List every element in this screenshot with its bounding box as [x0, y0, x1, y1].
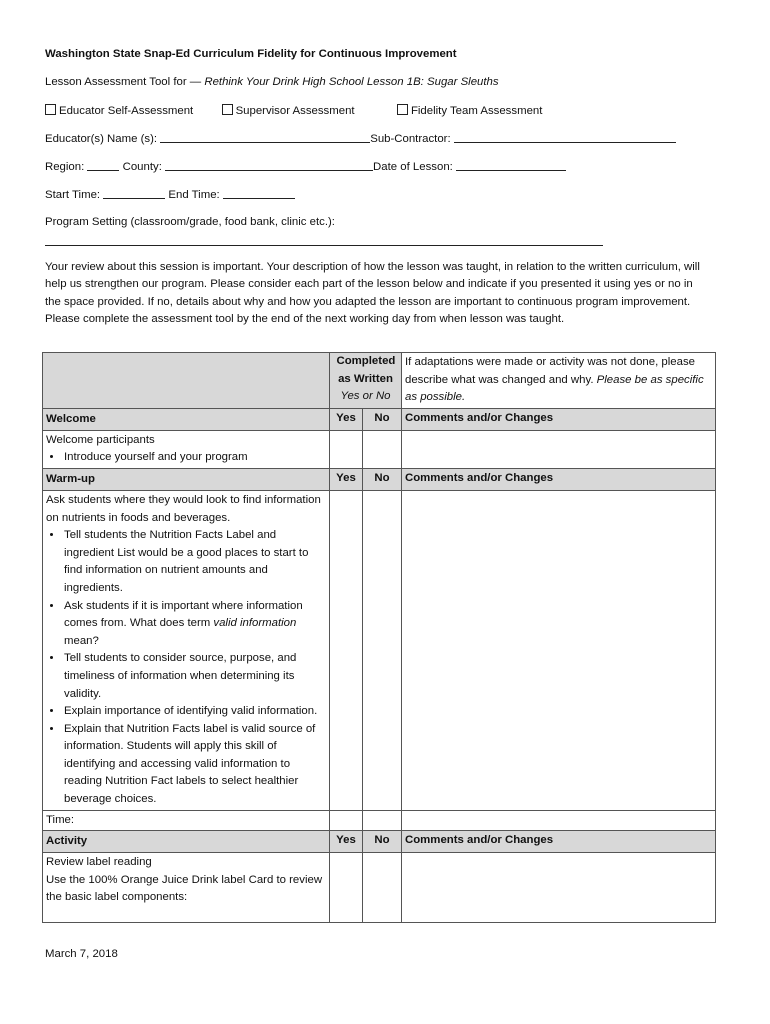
fidelity-team-assessment-option[interactable]: Fidelity Team Assessment — [397, 105, 542, 117]
educator-row — [45, 132, 676, 145]
warmup-bullet: • Tell students the Nutrition Facts Label and ingredient List would be a good places to start to find information on nutrient amounts and ingredients. — [63, 527, 326, 597]
warmup-bullet: • Tell students to consider source, purpose, and timeliness of information when determining its validity. — [63, 650, 326, 703]
lesson-line — [45, 76, 499, 88]
welcome-content — [43, 430, 330, 468]
date-of-lesson-field[interactable] — [456, 160, 566, 171]
welcome-title: Welcome — [43, 408, 330, 430]
comments-label: Comments and/or Changes — [402, 468, 716, 490]
time-row — [45, 188, 295, 201]
county-label: County: — [122, 161, 162, 173]
no-label: No — [363, 831, 402, 853]
welcome-intro: Welcome participants — [46, 433, 155, 446]
checkbox-icon[interactable] — [397, 104, 408, 115]
welcome-comments-cell[interactable] — [402, 430, 716, 468]
warmup-time-row — [43, 810, 716, 831]
activity-section-header — [43, 831, 716, 853]
region-row — [45, 160, 566, 173]
activity-line: Review label reading — [46, 856, 152, 869]
adaptation-header-cell — [402, 353, 716, 409]
checkbox-icon[interactable] — [222, 104, 233, 115]
warmup-time-comments-cell[interactable] — [402, 810, 716, 831]
welcome-yes-cell[interactable] — [330, 430, 363, 468]
no-label: No — [363, 408, 402, 430]
lesson-prefix: Lesson Assessment Tool for — — [45, 76, 205, 88]
educator-name-label: Educator(s) Name (s): — [45, 133, 158, 145]
no-label: No — [363, 468, 402, 490]
welcome-bullet: • Introduce yourself and your program — [63, 449, 326, 467]
comments-label: Comments and/or Changes — [402, 831, 716, 853]
subcontractor-label: Sub-Contractor: — [370, 133, 451, 145]
completed-header-cell — [330, 353, 402, 409]
welcome-no-cell[interactable] — [363, 430, 402, 468]
warmup-comments-cell[interactable] — [402, 490, 716, 810]
end-time-label: End Time: — [168, 189, 220, 201]
warmup-time-yes-cell[interactable] — [330, 810, 363, 831]
activity-content — [43, 853, 330, 923]
header-blank-cell — [43, 353, 330, 409]
welcome-section-header — [43, 408, 716, 430]
assessment-table — [42, 352, 716, 923]
activity-yes-cell[interactable] — [330, 853, 363, 923]
activity-row — [43, 853, 716, 923]
footer-date: March 7, 2018 — [45, 948, 118, 960]
activity-line: Use the 100% Orange Juice Drink label Card to review the basic label components: — [46, 873, 323, 904]
program-setting-field[interactable] — [45, 245, 603, 246]
yes-label: Yes — [330, 468, 363, 490]
completed-as-written-header: Completed as Written — [336, 355, 396, 385]
warmup-section-header — [43, 468, 716, 490]
subcontractor-field[interactable] — [454, 132, 676, 143]
warmup-bullet: • Ask students if it is important where information comes from. What does term valid information mean? — [63, 598, 326, 651]
lesson-name: Rethink Your Drink High School Lesson 1B: Sugar Sleuths — [204, 76, 499, 88]
checkbox-icon[interactable] — [45, 104, 56, 115]
educator-name-field[interactable] — [160, 132, 370, 143]
warmup-intro: Ask students where they would look to find information on nutrients in foods and beverages. — [46, 493, 321, 524]
yes-label: Yes — [330, 831, 363, 853]
supervisor-assessment-option[interactable]: Supervisor Assessment — [222, 105, 355, 117]
warmup-time-no-cell[interactable] — [363, 810, 402, 831]
yes-label: Yes — [330, 408, 363, 430]
end-time-field[interactable] — [223, 188, 295, 199]
assessment-type-row — [45, 104, 542, 117]
instructions-paragraph: Your review about this session is important. Your description of how the lesson was taught, in relation to the written curriculum, will help us strengthen our program. Please consider each part of the lesson below and indicate if you presented it using yes or no in the space provided. If no, details about why and how you adapted the lesson are important to continuous program improvement. Please complete the assessment tool by the end of the next working day from when lesson was taught. — [45, 261, 700, 326]
yes-or-no-hint: Yes or No — [340, 390, 391, 403]
region-field[interactable] — [87, 160, 119, 171]
program-setting-label: Program Setting (classroom/grade, food bank, clinic etc.): — [45, 216, 335, 228]
comments-label: Comments and/or Changes — [402, 408, 716, 430]
warmup-time-label: Time: — [43, 810, 330, 831]
warmup-no-cell[interactable] — [363, 490, 402, 810]
date-of-lesson-label: Date of Lesson: — [373, 161, 453, 173]
warmup-yes-cell[interactable] — [330, 490, 363, 810]
region-label: Region: — [45, 161, 85, 173]
adaptation-header: If adaptations were made or activity was not done, please describe what was changed and why. — [405, 356, 695, 386]
activity-no-cell[interactable] — [363, 853, 402, 923]
county-field[interactable] — [165, 160, 373, 171]
adaptation-note: Please be as specific as possible. — [405, 373, 704, 404]
start-time-field[interactable] — [103, 188, 165, 199]
table-header-row — [43, 353, 716, 409]
educator-self-assessment-option[interactable]: Educator Self-Assessment — [45, 105, 193, 117]
warmup-title: Warm-up — [43, 468, 330, 490]
warmup-bullet: • Explain that Nutrition Facts label is valid source of information. Students will apply this skill of identifying and accessing valid information to reading Nutrition Fact labels to select healthier beverage choices. — [63, 721, 326, 809]
activity-comments-cell[interactable] — [402, 853, 716, 923]
warmup-content — [43, 490, 330, 810]
warmup-bullet: • Explain importance of identifying valid information. — [63, 703, 326, 721]
document-title: Washington State Snap-Ed Curriculum Fidelity for Continuous Improvement — [45, 48, 457, 60]
welcome-row — [43, 430, 716, 468]
activity-title: Activity — [43, 831, 330, 853]
warmup-row — [43, 490, 716, 810]
start-time-label: Start Time: — [45, 189, 101, 201]
